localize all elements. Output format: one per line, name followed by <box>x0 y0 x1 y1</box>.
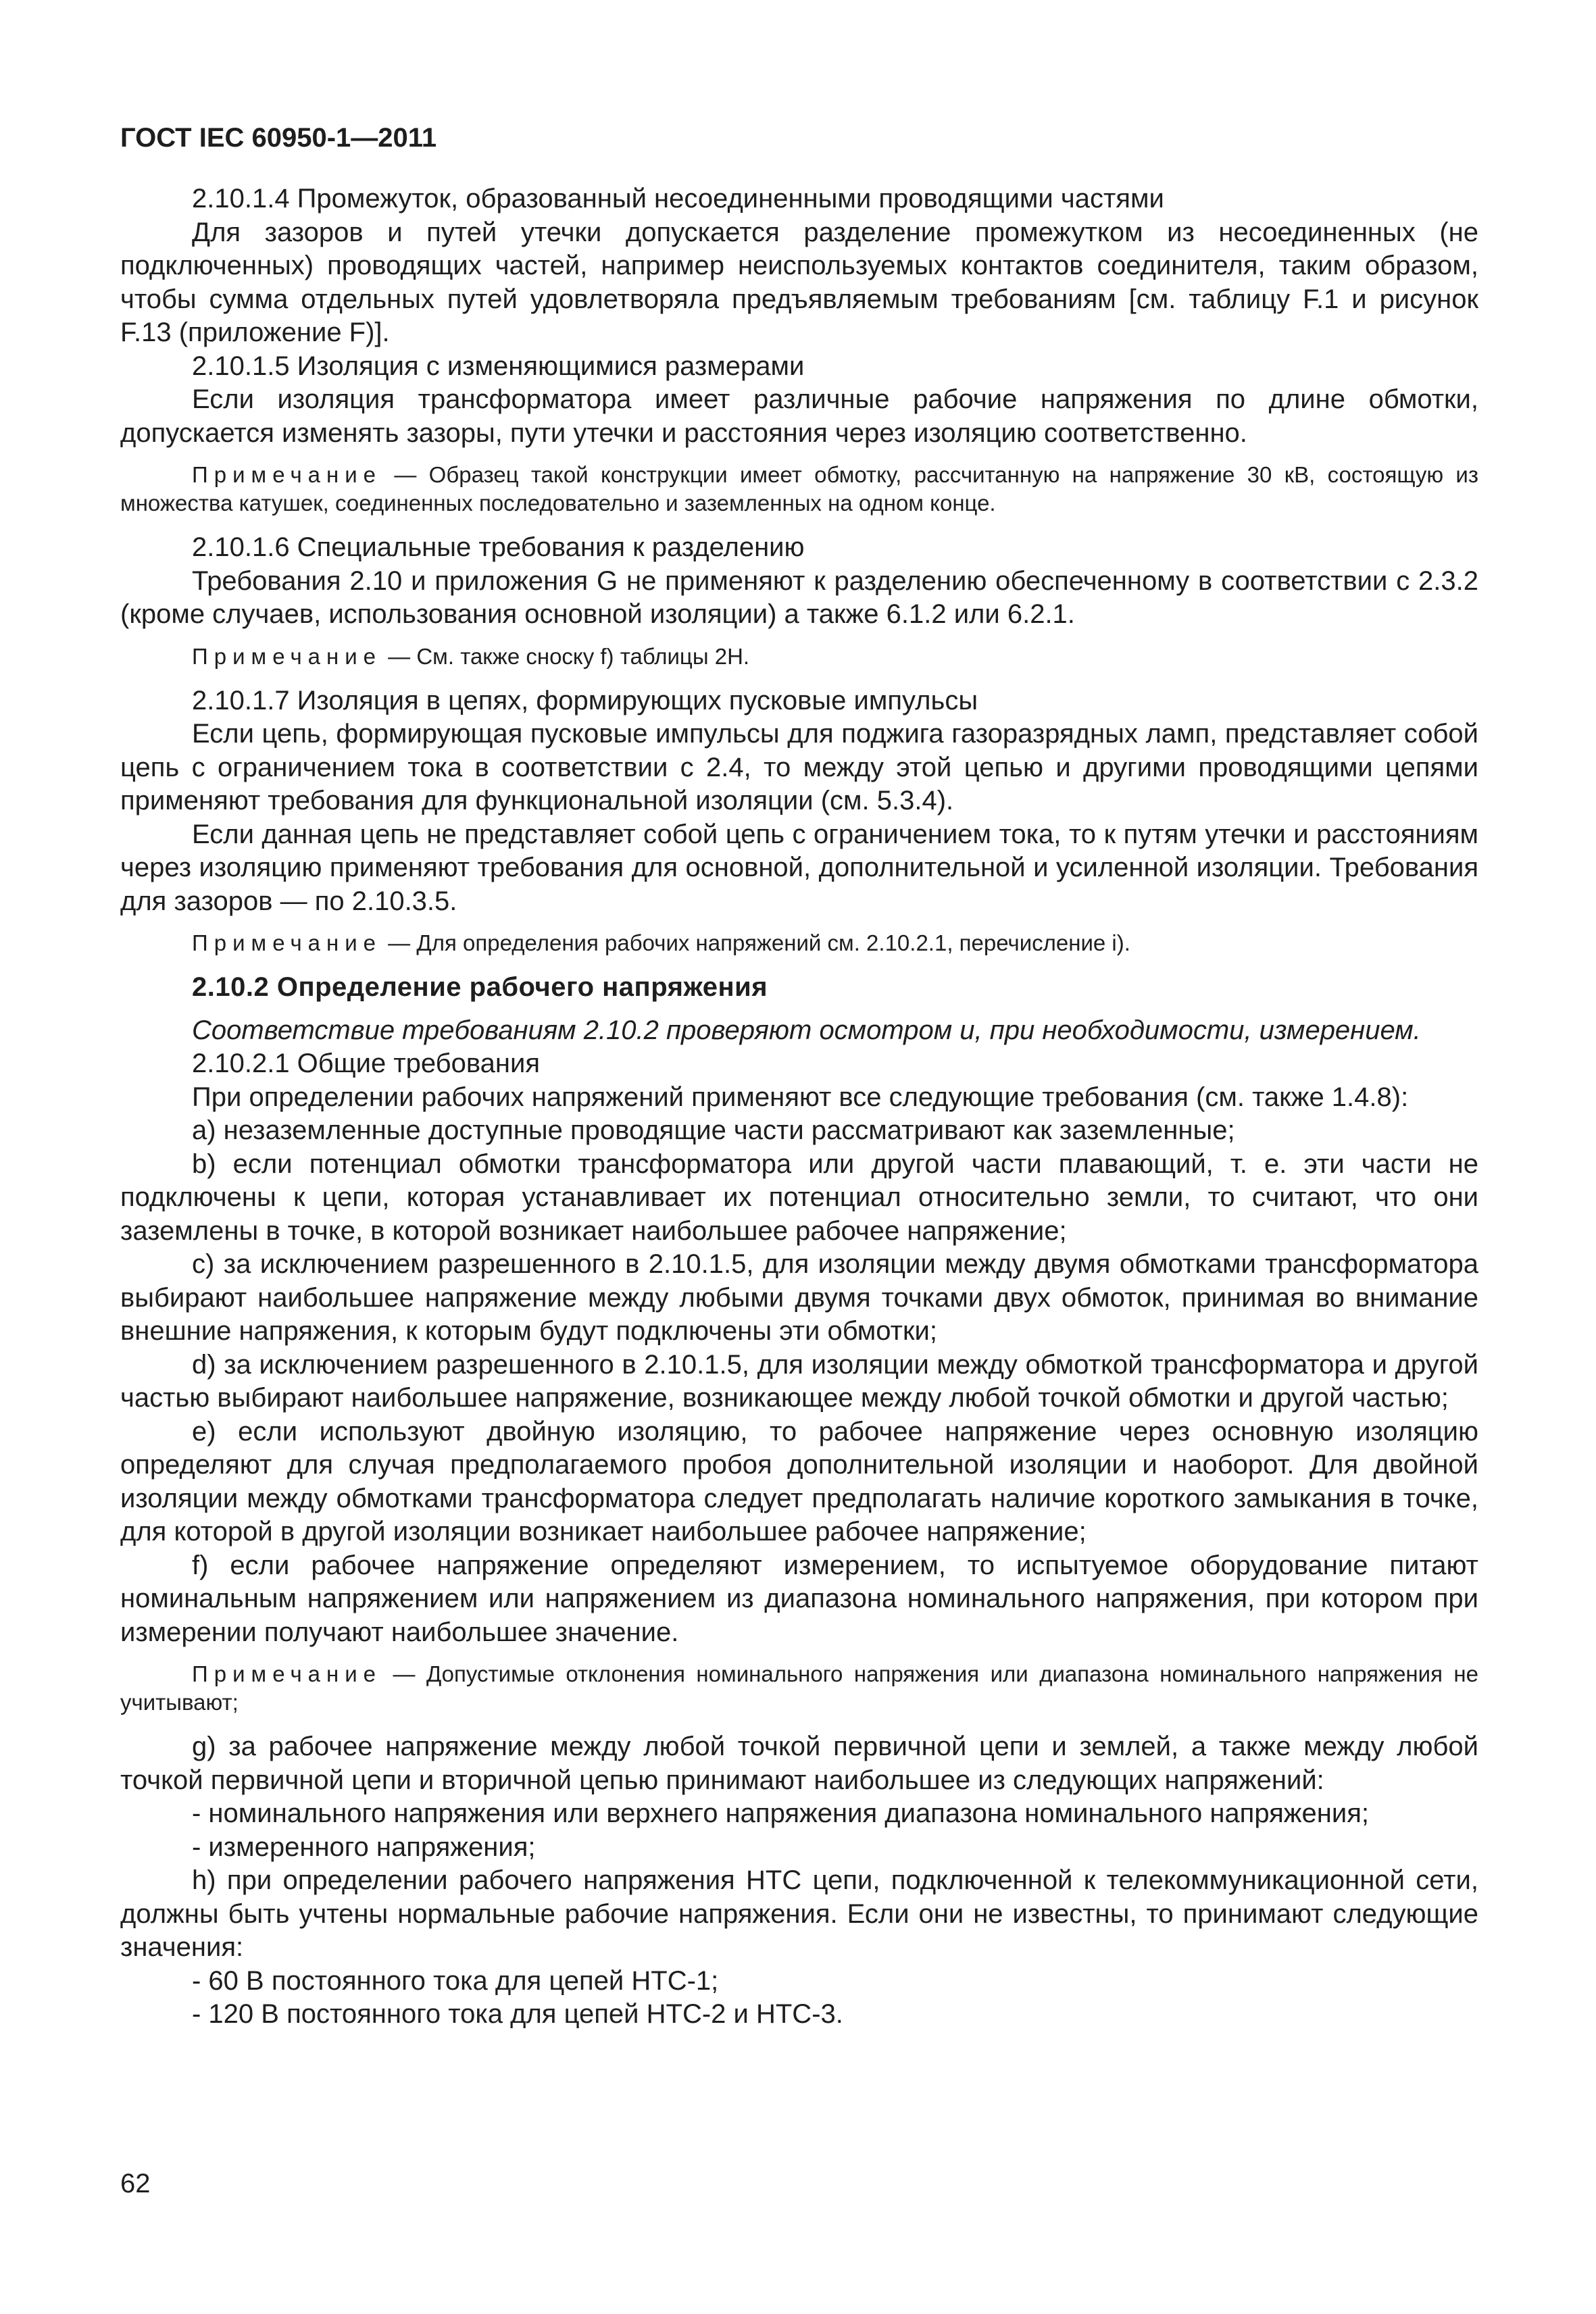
document-header: ГОСТ IEC 60950-1—2011 <box>120 123 437 153</box>
paragraph: - 60 В постоянного тока для цепей НТС-1; <box>192 1965 719 1996</box>
paragraph: Если цепь, формирующая пусковые импульсы для поджига газоразрядных ламп, представляет собой цепь с ограничением тока в соответствии с 2.4, то между этой цепью и другими проводящими цепями применяют требования для функциональной изоляции (см. 5.3.4). <box>120 719 1478 815</box>
compliance-statement: Соответствие требованиям 2.10.2 проверяют осмотром и, при необходимости, измерением. <box>192 1015 1421 1045</box>
paragraph: a) незаземленные доступные проводящие части рассматривают как заземленные; <box>192 1115 1235 1145</box>
document-body <box>120 182 1478 2032</box>
note-text: — Для определения рабочих напряжений см. 2.10.2.1, перечисление i). <box>382 930 1130 955</box>
paragraph: 2.10.1.5 Изоляция с изменяющимися размерами <box>192 351 805 381</box>
paragraph: 2.10.1.6 Специальные требования к разделению <box>192 532 805 562</box>
paragraph: - номинального напряжения или верхнего напряжения диапазона номинального напряжения; <box>192 1799 1369 1828</box>
paragraph: Если данная цепь не представляет собой цепь с ограничением тока, то к путям утечки и расстояниям через изоляцию применяют требования для основной, дополнительной и усиленной изоляции. Требования для зазоров — по 2.10.3.5. <box>120 819 1478 916</box>
paragraph: Если изоляция трансформатора имеет различные рабочие напряжения по длине обмотки, допускается изменять зазоры, пути утечки и расстояния через изоляцию соответственно. <box>120 384 1478 448</box>
paragraph: h) при определении рабочего напряжения НТС цепи, подключенной к телекоммуникационной сети, должны быть учтены нормальные рабочие напряжения. Если они не известны, то принимают следующие значения: <box>120 1865 1478 1962</box>
note-label: Примечание <box>192 930 382 955</box>
note-paragraph <box>120 643 1478 671</box>
note-paragraph <box>120 929 1478 957</box>
page-number: 62 <box>120 2169 151 2198</box>
section-heading: 2.10.2 Определение рабочего напряжения <box>192 972 768 1002</box>
note-paragraph <box>120 1660 1478 1717</box>
paragraph: b) если потенциал обмотки трансформатора или другой части плавающий, т. е. эти части не подключены к цепи, которая устанавливает их потенциал относительно земли, то считают, что они заземлены в точке, в которой возникает наибольшее рабочее напряжение; <box>120 1149 1478 1246</box>
paragraph: 2.10.1.4 Промежуток, образованный несоединенными проводящими частями <box>192 184 1164 213</box>
paragraph: Требования 2.10 и приложения G не применяют к разделению обеспеченному в соответствии с 2.3.2 (кроме случаев, использования основной изоляции) а также 6.1.2 или 6.2.1. <box>120 565 1478 629</box>
note-label: Примечание <box>192 1661 382 1686</box>
paragraph: - 120 В постоянного тока для цепей НТС-2 и НТС-3. <box>192 1999 843 2029</box>
note-text: — Образец такой конструкции имеет обмотку, рассчитанную на напряжение 30 кВ, состоящую из множества катушек, соединенных последовательно и заземленных на одном конце. <box>120 462 1478 515</box>
note-text: — Допустимые отклонения номинального напряжения или диапазона номинального напряжения не учитывают; <box>120 1661 1478 1715</box>
note-label: Примечание <box>192 462 382 487</box>
note-text: — См. также сноску f) таблицы 2H. <box>382 643 750 669</box>
document-page <box>120 122 1478 2032</box>
note-paragraph <box>120 461 1478 518</box>
note-label: Примечание <box>192 643 382 669</box>
paragraph: f) если рабочее напряжение определяют измерением, то испытуемое оборудование питают номинальным напряжением или напряжением из диапазона номинального напряжения, при котором при измерении получают наибольшее значение. <box>120 1550 1478 1647</box>
paragraph: Для зазоров и путей утечки допускается разделение промежутком из несоединенных (не подключенных) проводящих частей, например неиспользуемых контактов соединителя, таким образом, чтобы сумма отдельных путей удовлетворяла предъявляемым требованиям [см. таблицу F.1 и рисунок F.13 (приложение F)]. <box>120 217 1478 347</box>
paragraph: d) за исключением разрешенного в 2.10.1.5, для изоляции между обмоткой трансформатора и другой частью выбирают наибольшее напряжение, возникающее между любой точкой обмотки и другой частью; <box>120 1349 1478 1413</box>
paragraph: e) если используют двойную изоляцию, то рабочее напряжение через основную изоляцию определяют для случая предполагаемого пробоя дополнительной изоляции и наоборот. Для двойной изоляции между обмотками трансформатора следует предполагать наличие короткого замыкания в точке, для которой в другой изоляции возникает наибольшее рабочее напряжение; <box>120 1416 1478 1546</box>
paragraph: g) за рабочее напряжение между любой точкой первичной цепи и землей, а также между любой точкой первичной цепи и вторичной цепью принимают наибольшее из следующих напряжений: <box>120 1732 1478 1795</box>
paragraph: - измеренного напряжения; <box>192 1832 536 1862</box>
paragraph: 2.10.2.1 Общие требования <box>192 1049 540 1078</box>
paragraph: 2.10.1.7 Изоляция в цепях, формирующих пусковые импульсы <box>192 685 978 715</box>
paragraph: c) за исключением разрешенного в 2.10.1.5, для изоляции между двумя обмотками трансформатора выбирают наибольшее напряжение между любыми двумя точками двух обмоток, принимая во внимание внешние напряжения, к которым будут подключены эти обмотки; <box>120 1249 1478 1346</box>
paragraph: При определении рабочих напряжений применяют все следующие требования (см. также 1.4.8): <box>192 1082 1409 1112</box>
